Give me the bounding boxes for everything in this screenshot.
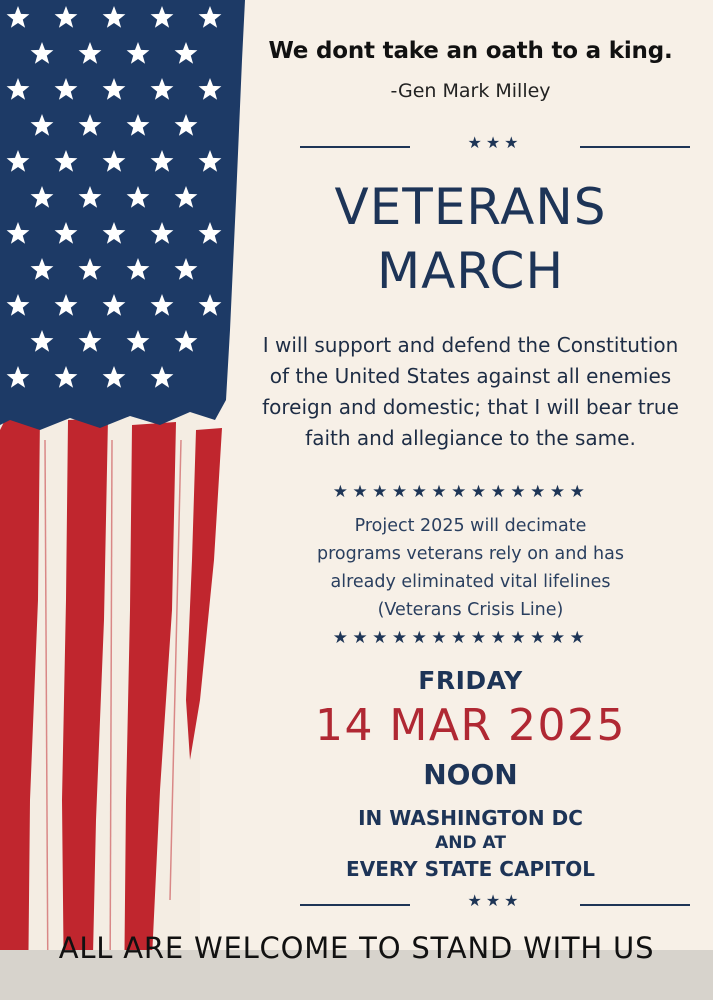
- american-flag-image: [0, 0, 260, 1000]
- event-time: NOON: [423, 758, 518, 791]
- oath-text: [228, 330, 713, 454]
- poster-content: [228, 0, 713, 1000]
- oath-line: faith and allegiance to the same.: [305, 426, 636, 450]
- star-row-bottom: ★★★★★★★★★★★★★: [332, 628, 590, 648]
- event-day: FRIDAY: [418, 666, 523, 695]
- bottom-divider: [300, 891, 690, 914]
- bottom-banner-text: ALL ARE WELCOME TO STAND WITH US: [58, 931, 655, 965]
- project-line: (Veterans Crisis Line): [377, 600, 564, 620]
- event-date: 14 MAR 2025: [314, 700, 627, 751]
- title-line-1: VETERANS: [334, 178, 607, 236]
- location-line-2: AND AT: [435, 833, 506, 853]
- top-divider: [300, 133, 690, 156]
- location-line-3: EVERY STATE CAPITOL: [346, 857, 595, 881]
- oath-line: I will support and defend the Constitution: [262, 333, 679, 357]
- project-line: Project 2025 will decimate: [354, 516, 587, 536]
- divider-stars: ★★★: [467, 891, 523, 910]
- oath-line: foreign and domestic; that I will bear true: [262, 395, 679, 419]
- title-line-2: MARCH: [376, 242, 565, 300]
- project-2025-text: [228, 512, 713, 624]
- oath-line: of the United States against all enemies: [269, 364, 672, 388]
- quote-attribution: -Gen Mark Milley: [390, 80, 551, 102]
- location-line-1: IN WASHINGTON DC: [358, 806, 583, 830]
- project-line: already eliminated vital lifelines: [330, 572, 611, 592]
- divider-stars: ★★★: [467, 133, 523, 152]
- star-row-top: ★★★★★★★★★★★★★: [332, 482, 590, 502]
- quote-text: We dont take an oath to a king.: [268, 38, 673, 64]
- project-line: programs veterans rely on and has: [317, 544, 624, 564]
